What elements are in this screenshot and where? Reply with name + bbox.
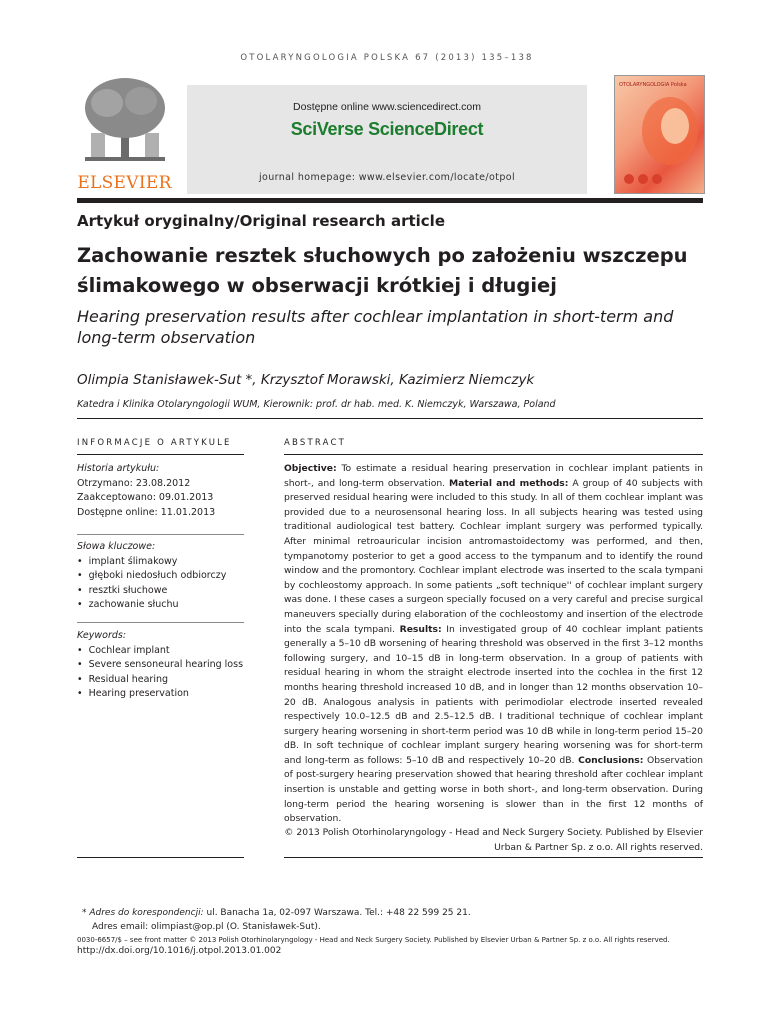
article-type: Artykuł oryginalny/Original research article bbox=[77, 212, 445, 230]
keywords-polish bbox=[77, 540, 244, 613]
info-rule-2 bbox=[77, 534, 244, 535]
keyword-pl-item: • implant ślimakowy bbox=[77, 555, 244, 570]
abstract-rule-bottom bbox=[284, 857, 703, 858]
keywords-en-label: Keywords: bbox=[77, 630, 127, 641]
info-rule-3 bbox=[77, 622, 244, 623]
sciencedirect-box bbox=[187, 85, 587, 194]
affiliation: Katedra i Klinika Otolaryngologii WUM, Kierownik: prof. dr hab. med. K. Niemczyk, Warszawa, Poland bbox=[77, 399, 556, 410]
journal-cover-image bbox=[614, 75, 705, 194]
journal-citation: OTOLARYNGOLOGIA POLSKA 67 (2013) 135–138 bbox=[240, 53, 534, 63]
correspondence-email: Adres email: olimpiast@op.pl (O. Stanisławek-Sut). bbox=[92, 922, 321, 932]
doi-link[interactable]: http://dx.doi.org/10.1016/j.otpol.2013.01.002 bbox=[77, 946, 282, 956]
objective-text: To estimate a residual hearing preservation in cochlear implant patients in short-, and long-term observation. bbox=[284, 463, 704, 489]
title-polish: Zachowanie resztek słuchowych po założeniu wszczepu ślimakowego w obserwacji krótkiej i długiej bbox=[77, 244, 688, 297]
methods-text: A group of 40 subjects with preserved residual hearing were included to this study. In all of them cochlear implant was provided due to a neurosensonal hearing loss. In all subjects hearing was tested using traditional audiological test battery. Cochlear implant surgery was performed typically. After minimal retroauricular incision antromastoidectomy was performed, and then, tympanotomy posterior to get a good access to the tympanum and to identify the round window and the promontory. Cochlear implant electrode was inserted to the scala tympani by cochleostomy approach. In some patients „soft technique'' of cochlear implant surgery was done. I these cases a surgeon specially focused on a very careful and precise surgical maneuvers specially during elaboration of the cochleostomy and insertion of the electrode into the scala tympani. bbox=[284, 477, 704, 635]
conclusions-text: Observation of post-surgery hearing preservation showed that hearing threshold after cochlear implant insertion is unstable and getting worse in both short-, and long-term observation. During long-term period the hearing worsening is slower than in the first 12 months of observation. bbox=[284, 754, 703, 825]
correspondence bbox=[82, 908, 702, 918]
abstract-text bbox=[284, 462, 703, 827]
conclusions-label: Conclusions: bbox=[578, 754, 644, 766]
online-availability: Dostępne online www.sciencedirect.com bbox=[293, 101, 481, 113]
keyword-en-item: • Residual hearing bbox=[77, 673, 244, 688]
results-text: In investigated group of 40 cochlear implant patients generally a 5–10 dB worsening of hearing threshold was observed in the first 3–12 months following surgery, and 10–15 dB in long-term observation. In a group of patients with residual hearing in whom the straight electrode inserted into the cochlea in the first 12 months hearing threshold increased 10 dB, and in longer than 12 months observation 10–20 dB. Analogous analysis in patients with perimodiolar electrode inserted revealed respectively 10.0–12.5 dB and 2.5–12.5 dB. I traditional technique of cochlear implant surgery hearing worsening in short-term period was 10 dB while in long-term period 15–20 dB. In soft technique of cochlear implant surgery hearing worsening was for short-term and long-term as follows: 5–10 dB and respectively 10–20 dB. bbox=[284, 623, 704, 766]
objective-label: Objective: bbox=[284, 463, 337, 474]
info-rule-bottom bbox=[77, 857, 244, 858]
keywords-english bbox=[77, 629, 244, 702]
history-label: Historia artykułu: bbox=[77, 463, 160, 474]
keyword-pl-item: • zachowanie słuchu bbox=[77, 598, 244, 613]
sciverse-logo: SciVerse ScienceDirect bbox=[290, 119, 484, 139]
info-rule-top bbox=[77, 454, 244, 455]
cover-title: OTOLARYNGOLOGIA Polska bbox=[619, 82, 687, 88]
keyword-en-item: • Hearing preservation bbox=[77, 687, 244, 702]
publisher-name: ELSEVIER bbox=[77, 173, 172, 193]
abstract-rule-top bbox=[284, 454, 703, 455]
journal-homepage: journal homepage: www.elsevier.com/locate/otpol bbox=[258, 172, 516, 183]
title-english: Hearing preservation results after cochlear implantation in short-term and long-term observation bbox=[77, 307, 674, 347]
keyword-pl-item: • resztki słuchowe bbox=[77, 584, 244, 599]
keyword-en-item: • Severe sensoneural hearing loss bbox=[77, 658, 244, 673]
online-date: Dostępne online: 11.01.2013 bbox=[77, 506, 216, 518]
publisher-banner bbox=[77, 73, 703, 194]
article-history bbox=[77, 462, 244, 520]
received-date: Otrzymano: 23.08.2012 bbox=[77, 477, 191, 489]
article-info-heading: INFORMACJE O ARTYKULE bbox=[77, 438, 232, 448]
results-label: Results: bbox=[399, 623, 442, 635]
abstract-heading: ABSTRACT bbox=[284, 438, 347, 448]
accepted-date: Zaakceptowano: 09.01.2013 bbox=[77, 492, 214, 503]
issn-line: 0030-6657/$ – see front matter © 2013 Polish Otorhinolaryngology - Head and Neck Surgery Society. Published by Elsevier Urban & Partner Sp. z o.o. All rights reserved. bbox=[77, 936, 670, 944]
correspondence-address: ul. Banacha 1a, 02-097 Warszawa. Tel.: +48 22 599 25 21. bbox=[206, 908, 471, 918]
authors: Olimpia Stanisławek-Sut *, Krzysztof Morawski, Kazimierz Niemczyk bbox=[77, 372, 535, 388]
keyword-pl-item: • głęboki niedosłuch odbiorczy bbox=[77, 569, 244, 584]
correspondence-label: * Adres do korespondencji: bbox=[82, 908, 204, 918]
copyright-notice: © 2013 Polish Otorhinolaryngology - Head and Neck Surgery Society. Published by Elsevier Urban & Partner Sp. z o.o. All rights reserved. bbox=[284, 827, 703, 853]
keyword-en-item: • Cochlear implant bbox=[77, 644, 244, 659]
header-rule bbox=[77, 198, 703, 203]
methods-label: Material and methods: bbox=[449, 477, 569, 489]
authors-rule bbox=[77, 418, 703, 419]
keywords-pl-label: Słowa kluczowe: bbox=[77, 541, 156, 552]
